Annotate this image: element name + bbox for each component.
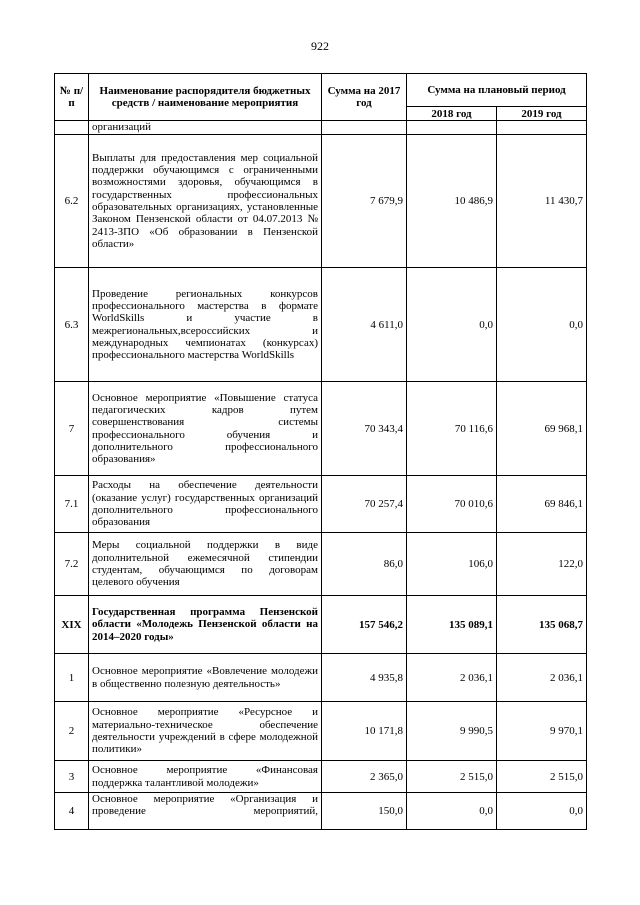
row-name: Основное мероприятие «Повышение статуса педагогических кадров путем совершенствования системы профессионального обучения и дополнительного профессионального образования» bbox=[89, 382, 322, 476]
row-number: 7 bbox=[55, 382, 89, 476]
row-number: 6.3 bbox=[55, 268, 89, 382]
row-sum-2018: 70 116,6 bbox=[407, 382, 497, 476]
row-sum-2019: 9 970,1 bbox=[497, 702, 587, 761]
table-row bbox=[55, 476, 587, 533]
row-sum-2018: 2 036,1 bbox=[407, 654, 497, 702]
row-number: 1 bbox=[55, 654, 89, 702]
row-sum-2018: 0,0 bbox=[407, 268, 497, 382]
row-number: 4 bbox=[55, 793, 89, 830]
row-sum-2018: 9 990,5 bbox=[407, 702, 497, 761]
table-row bbox=[55, 702, 587, 761]
table-row bbox=[55, 135, 587, 268]
header-plan-period: Сумма на плановый период bbox=[407, 74, 587, 107]
table-row bbox=[55, 533, 587, 596]
row-sum-2017: 2 365,0 bbox=[322, 761, 407, 793]
row-sum-2017: 70 257,4 bbox=[322, 476, 407, 533]
row-number: XIX bbox=[55, 596, 89, 654]
row-sum-2019: 2 036,1 bbox=[497, 654, 587, 702]
table-row bbox=[55, 596, 587, 654]
row-sum-2017: 70 343,4 bbox=[322, 382, 407, 476]
row-name: Основное мероприятие «Финансовая поддержка талантливой молодежи» bbox=[89, 761, 322, 793]
row-number: 7.2 bbox=[55, 533, 89, 596]
header-num: № п/п bbox=[55, 74, 89, 121]
table-row bbox=[55, 382, 587, 476]
row-name: Выплаты для предоставления мер социальной поддержки обучающимся с ограниченными возможностями здоровья, обучающимся в государственных профессиональных образовательных организациях, установленные Законом Пензенской области от 04.07.2013 № 2413-ЗПО «Об образовании в Пензенской области» bbox=[89, 135, 322, 268]
header-sum-2017: Сумма на 2017 год bbox=[322, 74, 407, 121]
row-name: Расходы на обеспечение деятельности (оказание услуг) государственных организаций дополнительного профессионального образования bbox=[89, 476, 322, 533]
row-sum-2017: 86,0 bbox=[322, 533, 407, 596]
row-sum-2019: 0,0 bbox=[497, 793, 587, 830]
table-row bbox=[55, 793, 587, 830]
row-sum-2017: 157 546,2 bbox=[322, 596, 407, 654]
header-year-2019: 2019 год bbox=[497, 107, 587, 121]
row-sum-2019: 69 968,1 bbox=[497, 382, 587, 476]
row-name: Государственная программа Пензенской области «Молодежь Пензенской области на 2014–2020 годы» bbox=[89, 596, 322, 654]
table-row bbox=[55, 268, 587, 382]
row-sum-2018: 2 515,0 bbox=[407, 761, 497, 793]
row-sum-2018: 135 089,1 bbox=[407, 596, 497, 654]
row-sum-2017: 4 935,8 bbox=[322, 654, 407, 702]
row-sum-2018: 10 486,9 bbox=[407, 135, 497, 268]
row-sum-2019: 69 846,1 bbox=[497, 476, 587, 533]
row-number: 7.1 bbox=[55, 476, 89, 533]
budget-table bbox=[54, 73, 587, 830]
row-sum-2017: 10 171,8 bbox=[322, 702, 407, 761]
continuation-text: организаций bbox=[89, 121, 322, 135]
row-sum-2017: 150,0 bbox=[322, 793, 407, 830]
row-sum-2017: 4 611,0 bbox=[322, 268, 407, 382]
row-name: Основное мероприятие «Ресурсное и материально-техническое обеспечение деятельности учреждений в сфере молодежной политики» bbox=[89, 702, 322, 761]
row-sum-2019: 11 430,7 bbox=[497, 135, 587, 268]
row-number: 2 bbox=[55, 702, 89, 761]
row-sum-2017: 7 679,9 bbox=[322, 135, 407, 268]
header-name: Наименование распорядителя бюджетных средств / наименование мероприятия bbox=[89, 74, 322, 121]
row-sum-2019: 122,0 bbox=[497, 533, 587, 596]
row-sum-2019: 0,0 bbox=[497, 268, 587, 382]
table-row-continuation bbox=[55, 121, 587, 135]
row-name: Проведение региональных конкурсов профессионального мастерства в формате WorldSkills и участие в межрегиональных,всероссийских и международных чемпионатах (конкурсах) профессионального мастерства WorldSkills bbox=[89, 268, 322, 382]
row-sum-2018: 106,0 bbox=[407, 533, 497, 596]
page-number: 922 bbox=[311, 39, 329, 53]
row-sum-2018: 70 010,6 bbox=[407, 476, 497, 533]
row-name: Основное мероприятие «Организация и проведение мероприятий, bbox=[89, 793, 322, 830]
row-name: Основное мероприятие «Вовлечение молодежи в общественно полезную деятельность» bbox=[89, 654, 322, 702]
row-number: 6.2 bbox=[55, 135, 89, 268]
row-sum-2019: 135 068,7 bbox=[497, 596, 587, 654]
row-name: Меры социальной поддержки в виде дополнительной ежемесячной стипендии студентам, обучающимся по договорам целевого обучения bbox=[89, 533, 322, 596]
row-sum-2018: 0,0 bbox=[407, 793, 497, 830]
row-sum-2019: 2 515,0 bbox=[497, 761, 587, 793]
table-row bbox=[55, 761, 587, 793]
row-number: 3 bbox=[55, 761, 89, 793]
header-year-2018: 2018 год bbox=[407, 107, 497, 121]
table-row bbox=[55, 654, 587, 702]
